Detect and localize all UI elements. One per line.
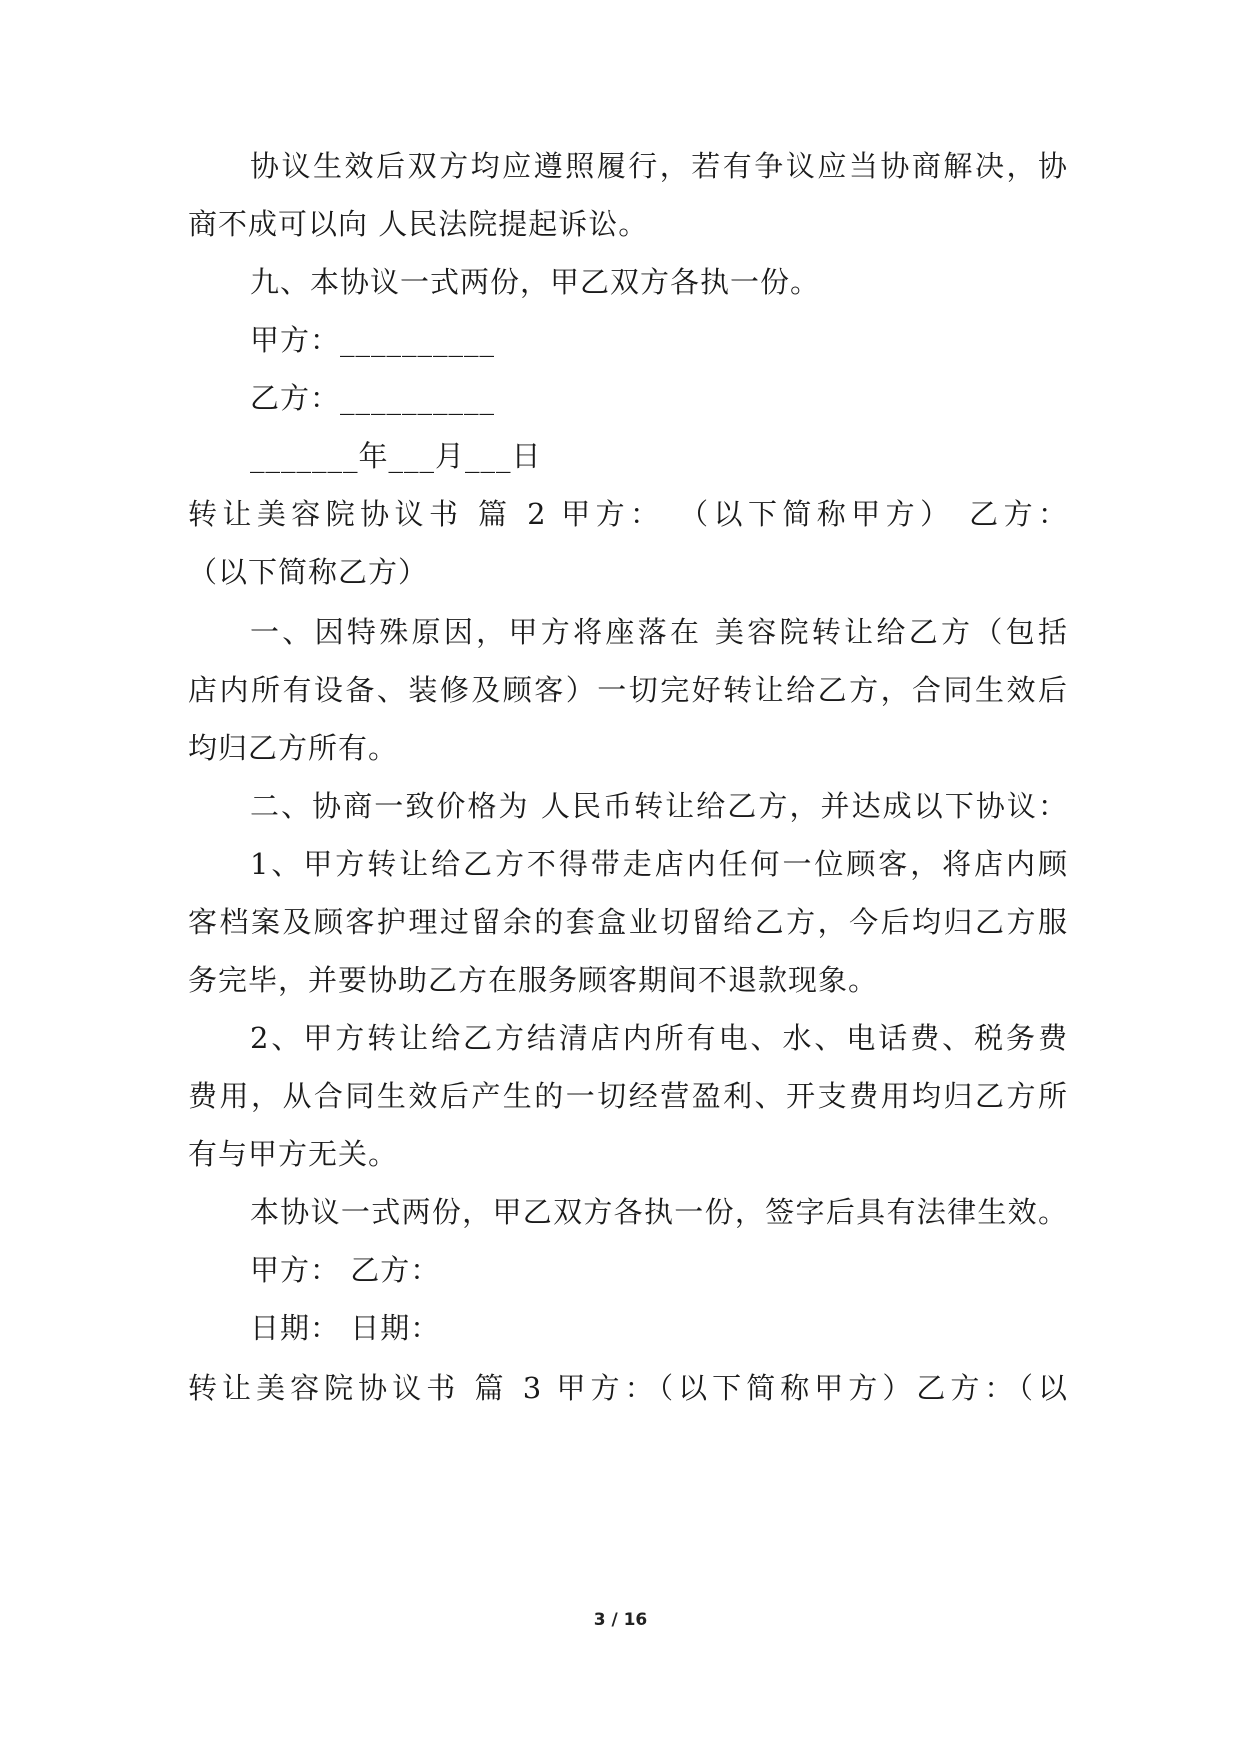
- signature-line-party-b: 乙方：__________: [250, 381, 496, 415]
- paragraph-line: 九、本协议一式两份，甲乙双方各执一份。: [250, 265, 821, 299]
- paragraph-line: 务完毕，并要协助乙方在服务顾客期间不退款现象。: [188, 963, 879, 997]
- paragraph-line: 2、甲方转让给乙方结清店内所有电、水、电话费、税务费: [250, 1021, 1068, 1055]
- paragraph-line: 有与甲方无关。: [188, 1137, 399, 1171]
- section-heading-2: 转让美容院协议书 篇 2 甲方： （以下简称甲方） 乙方：: [188, 497, 1068, 531]
- paragraph-line: 均归乙方所有。: [188, 731, 399, 765]
- page-number: 3 / 16: [593, 1610, 648, 1630]
- paragraph-line: 1、甲方转让给乙方不得带走店内任何一位顾客，将店内顾: [250, 847, 1068, 881]
- paragraph-line: 店内所有设备、装修及顾客）一切完好转让给乙方，合同生效后: [188, 673, 1068, 707]
- paragraph-line: 商不成可以向 人民法院提起诉讼。: [188, 207, 649, 241]
- paragraph-line: 本协议一式两份，甲乙双方各执一份，签字后具有法律生效。: [250, 1195, 1068, 1229]
- paragraph-line: 客档案及顾客护理过留余的套盒业切留给乙方，今后均归乙方服: [188, 905, 1068, 939]
- paragraph-line: 二、协商一致价格为 人民币转让给乙方，并达成以下协议：: [250, 789, 1068, 823]
- signature-line: 甲方： 乙方：: [250, 1253, 441, 1287]
- section-heading-3: 转让美容院协议书 篇 3 甲方：（以下简称甲方）乙方：（以: [188, 1371, 1068, 1405]
- paragraph-line: 费用，从合同生效后产生的一切经营盈利、开支费用均归乙方所: [188, 1079, 1068, 1113]
- paragraph-line: 一、因特殊原因，甲方将座落在 美容院转让给乙方（包括: [250, 615, 1068, 649]
- paragraph-line: （以下简称乙方）: [188, 555, 429, 589]
- date-line: _______年___月___日: [250, 439, 542, 473]
- signature-line-party-a: 甲方：__________: [250, 323, 496, 357]
- date-line: 日期： 日期：: [250, 1311, 441, 1345]
- paragraph-line: 协议生效后双方均应遵照履行，若有争议应当协商解决，协: [250, 149, 1068, 183]
